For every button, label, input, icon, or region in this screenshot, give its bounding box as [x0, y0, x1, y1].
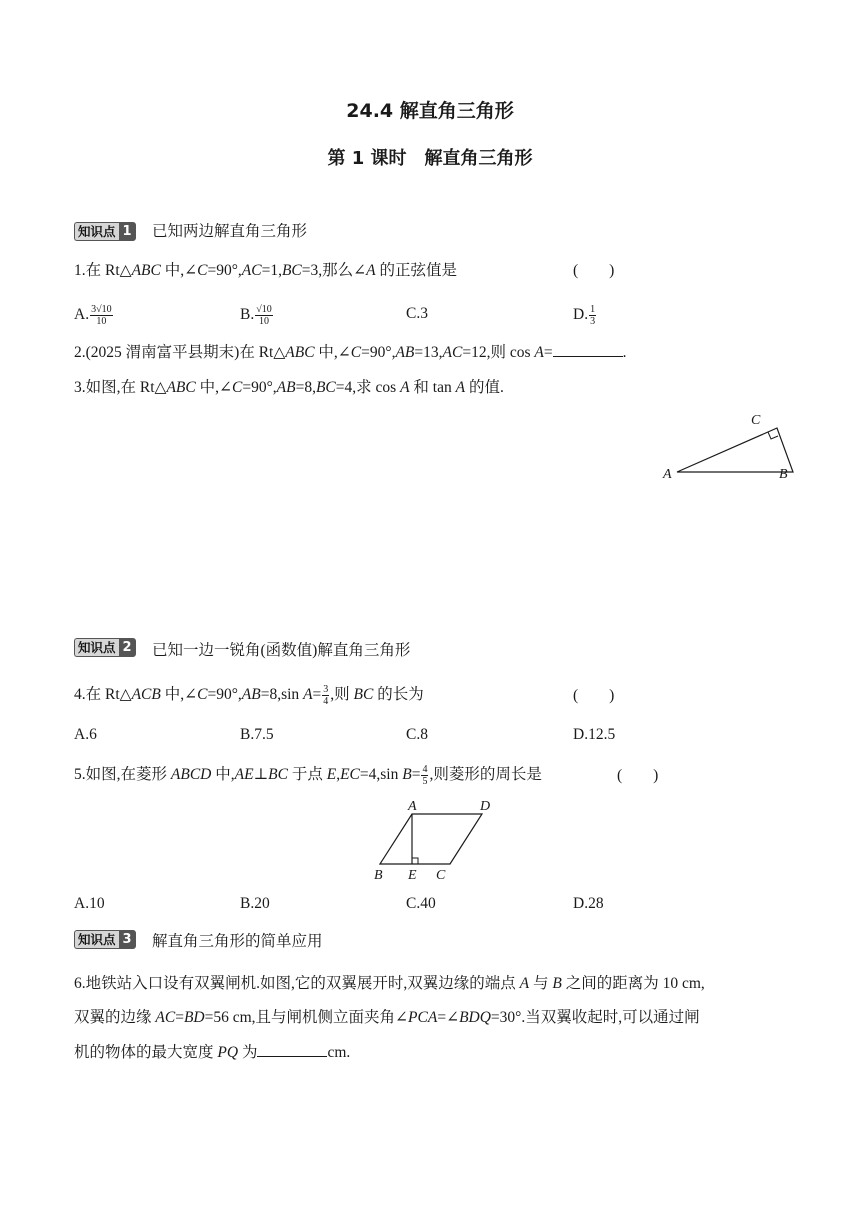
rhombus-figure-5 — [368, 796, 518, 886]
answer-paren-1: ( ) — [573, 262, 615, 279]
section-badge-2: 知识点 2 — [74, 638, 136, 657]
page-title: 24.4 解直角三角形 — [346, 100, 514, 122]
option-4a: A.6 — [74, 726, 97, 743]
question-1: 1.在 Rt△ABC 中,∠C=90°,AC=1,BC=3,那么∠A 的正弦值是 — [74, 262, 457, 279]
option-5b: B.20 — [240, 895, 270, 912]
section-badge-1: 知识点 1 — [74, 222, 136, 241]
vertex-label-c: C — [436, 868, 446, 883]
page-subtitle: 第 1 课时 解直角三角形 — [327, 148, 533, 169]
vertex-label-e: E — [408, 868, 417, 883]
vertex-label-b: B — [374, 868, 383, 883]
option-4c: C.8 — [406, 726, 428, 743]
question-4: 4.在 Rt△ACB 中,∠C=90°,AB=8,sin A= $\frac{3}{4}$ ,则 BC 的长为 — [74, 684, 424, 707]
option-1a: A. $\frac{3√10}{10}$ — [74, 304, 112, 327]
option-5c: C.40 — [406, 895, 436, 912]
question-5: 5.如图,在菱形 ABCD 中,AE⊥BC 于点 E,EC=4,sin B= $\frac{4}{5}$ ,则菱形的周长是 — [74, 764, 542, 787]
question-6-line-3: 机的物体的最大宽度 PQ 为 cm. — [74, 1044, 351, 1061]
option-1b: B. $\frac{√10}{10}$ — [240, 304, 272, 327]
question-6-line-2: 双翼的边缘 AC=BD=56 cm,且与闸机侧立面夹角∠PCA=∠BDQ=30°.当双翼收起时,可以通过闸 — [74, 1009, 700, 1026]
option-4d: D.12.5 — [573, 726, 616, 743]
vertex-label-a: A — [408, 799, 417, 814]
question-3: 3.如图,在 Rt△ABC 中,∠C=90°,AB=8,BC=4,求 cos A 和 tan A 的值. — [74, 379, 504, 396]
answer-blank-2[interactable] — [553, 342, 623, 357]
answer-paren-4: ( ) — [573, 687, 615, 704]
section-badge-3: 知识点 3 — [74, 930, 136, 949]
answer-paren-5: ( ) — [617, 767, 659, 784]
triangle-figure-3 — [655, 408, 815, 488]
option-4b: B.7.5 — [240, 726, 274, 743]
option-5a: A.10 — [74, 895, 105, 912]
answer-blank-6[interactable] — [257, 1042, 327, 1057]
vertex-label-a: A — [663, 467, 672, 482]
vertex-label-d: D — [480, 799, 491, 814]
vertex-label-b: B — [779, 467, 788, 482]
option-5d: D.28 — [573, 895, 604, 912]
option-1c: C.3 — [406, 305, 428, 322]
question-6-line-1: 6.地铁站入口设有双翼闸机.如图,它的双翼展开时,双翼边缘的端点 A 与 B 之间的距离为 10 cm, — [74, 975, 705, 992]
section-title-1: 已知两边解直角三角形 — [152, 223, 308, 240]
question-2: 2.(2025 渭南富平县期末)在 Rt△ABC 中,∠C=90°,AB=13,AC=12,则 cos A= . — [74, 344, 627, 361]
option-1d: D. $\frac{1}{3}$ — [573, 304, 596, 327]
vertex-label-c: C — [751, 413, 761, 428]
section-title-3: 解直角三角形的简单应用 — [152, 933, 323, 950]
section-title-2: 已知一边一锐角(函数值)解直角三角形 — [152, 642, 411, 659]
